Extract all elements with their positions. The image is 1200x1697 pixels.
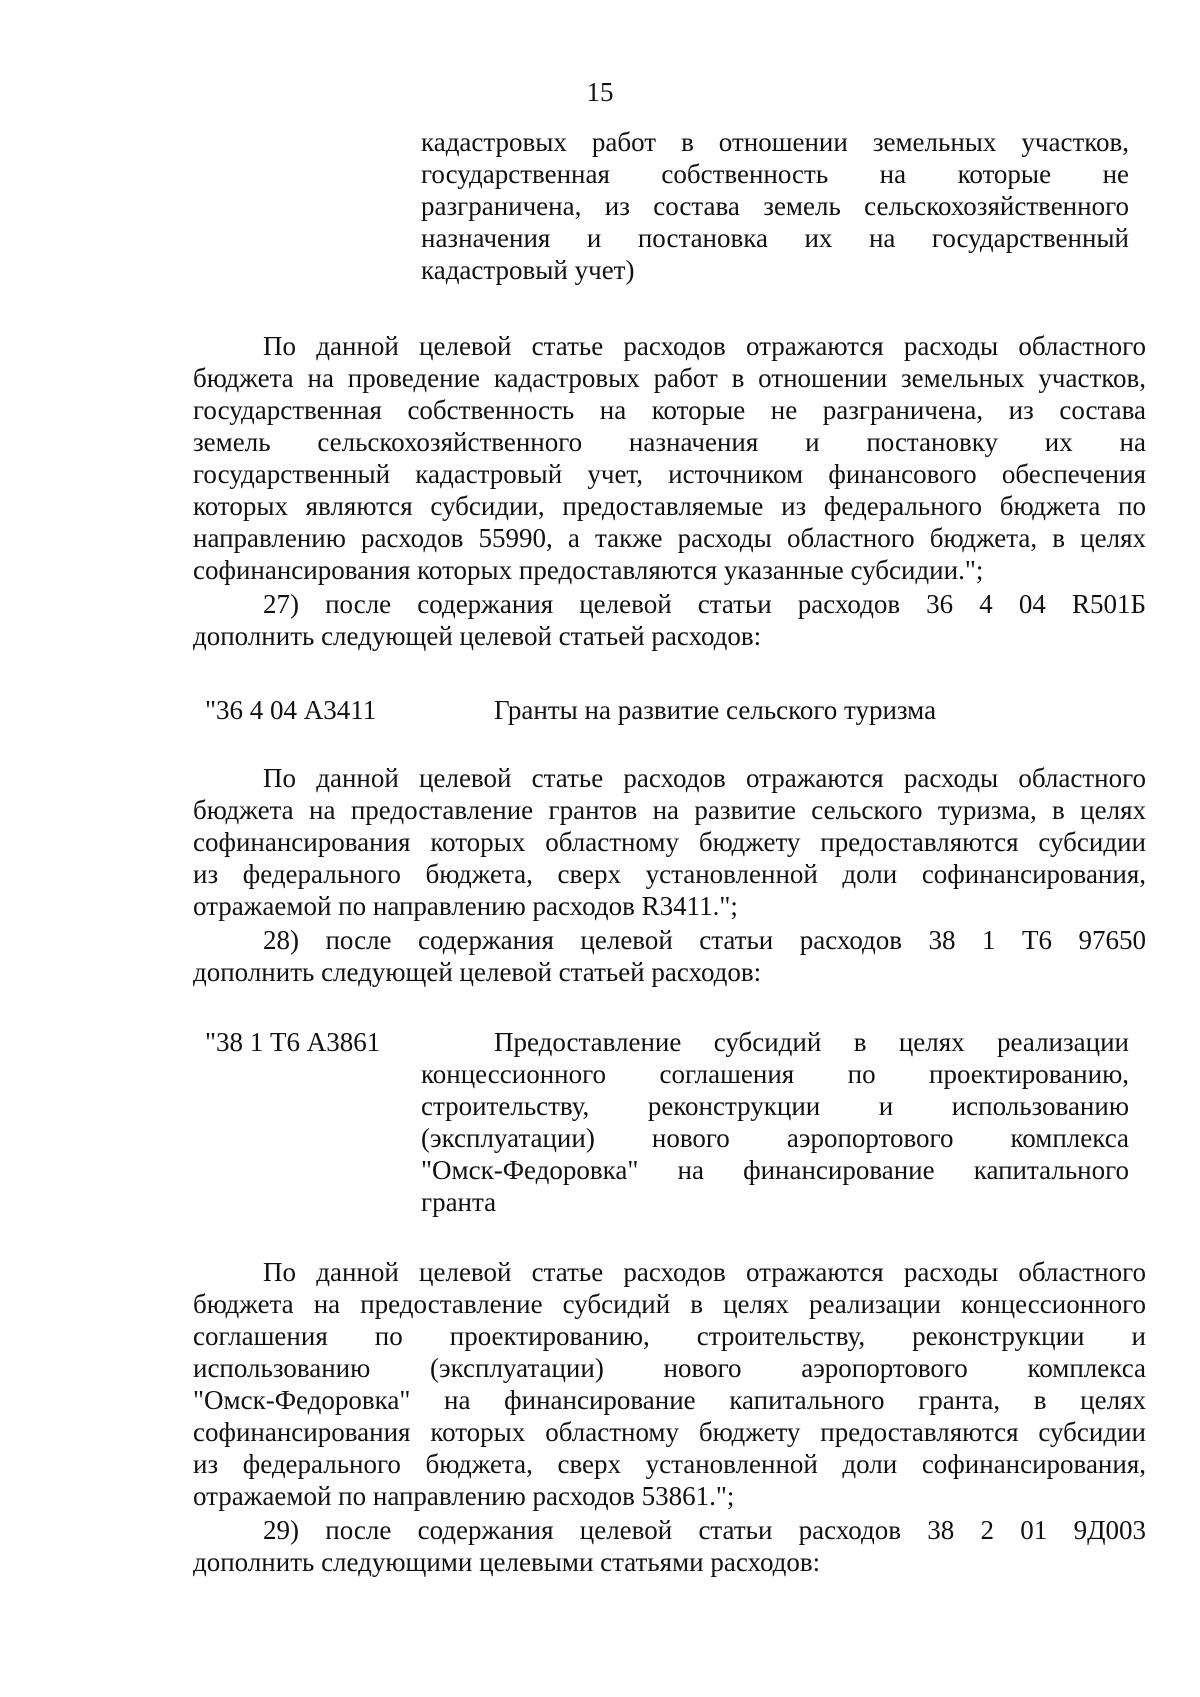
text-line: кадастровых работ в отношении земельных участков, <box>421 127 1129 157</box>
text-line: разграничена, из состава земель сельскохозяйственного <box>421 191 1129 221</box>
entry-title-line: Предоставление субсидий в целях реализации <box>494 1027 1129 1057</box>
text-line: 28) после содержания целевой статьи расходов 38 1 Т6 97650 <box>263 925 1146 955</box>
page-number: 15 <box>586 77 614 107</box>
entry-title-line: концессионного соглашения по проектированию, <box>421 1059 1129 1089</box>
text-line: которых являются субсидии, предоставляемые из федерального бюджета по <box>193 491 1146 521</box>
text-line: По данной целевой статье расходов отражаются расходы областного <box>263 1257 1146 1287</box>
text-line: По данной целевой статье расходов отражаются расходы областного <box>263 331 1146 361</box>
text-line: софинансирования которых областному бюджету предоставляются субсидии <box>193 1417 1146 1447</box>
text-line: из федерального бюджета, сверх установленной доли софинансирования, <box>193 859 1146 889</box>
text-line: государственная собственность на которые не разграничена, из состава <box>193 395 1146 425</box>
text-line: дополнить следующими целевыми статьями расходов: <box>193 1547 821 1577</box>
text-line: дополнить следующей целевой статьей расходов: <box>193 957 762 987</box>
text-line: софинансирования которых областному бюджету предоставляются субсидии <box>193 827 1146 857</box>
entry-title-line: гранта <box>421 1187 497 1217</box>
text-line: дополнить следующей целевой статьей расходов: <box>193 621 762 651</box>
entry-title-line: строительству, реконструкции и использованию <box>421 1091 1129 1121</box>
entry-code: "36 4 04 А3411 <box>205 695 377 725</box>
text-line: бюджета на проведение кадастровых работ в отношении земельных участков, <box>193 363 1146 393</box>
text-line: "Омск-Федоровка" на финансирование капитального гранта, в целях <box>193 1385 1146 1415</box>
text-line: софинансирования которых предоставляются указанные субсидии."; <box>193 555 984 585</box>
text-line: 27) после содержания целевой статьи расходов 36 4 04 R501Б <box>263 589 1146 619</box>
text-line: бюджета на предоставление грантов на развитие сельского туризма, в целях <box>193 795 1146 825</box>
text-line: отражаемой по направлению расходов R3411."; <box>193 891 738 921</box>
entry-title-line: (эксплуатации) нового аэропортового комплекса <box>421 1123 1129 1153</box>
entry-title: Гранты на развитие сельского туризма <box>494 695 937 725</box>
text-line: государственная собственность на которые не <box>421 159 1129 189</box>
text-line: использованию (эксплуатации) нового аэропортового комплекса <box>193 1353 1146 1383</box>
text-line: направлению расходов 55990, а также расходы областного бюджета, в целях <box>193 523 1146 553</box>
entry-title-line: "Омск-Федоровка" на финансирование капитального <box>421 1155 1129 1185</box>
text-line: земель сельскохозяйственного назначения и постановку их на <box>193 427 1146 457</box>
text-line: По данной целевой статье расходов отражаются расходы областного <box>263 763 1146 793</box>
text-line: отражаемой по направлению расходов 53861."; <box>193 1481 735 1511</box>
text-line: бюджета на предоставление субсидий в целях реализации концессионного <box>193 1289 1146 1319</box>
entry-code: "38 1 Т6 А3861 <box>205 1027 381 1057</box>
text-line: из федерального бюджета, сверх установленной доли софинансирования, <box>193 1449 1146 1479</box>
text-line: государственный кадастровый учет, источником финансового обеспечения <box>193 459 1146 489</box>
text-line: кадастровый учет) <box>421 255 635 285</box>
text-line: назначения и постановка их на государственный <box>421 223 1129 253</box>
text-line: 29) после содержания целевой статьи расходов 38 2 01 9Д003 <box>263 1515 1146 1545</box>
text-line: соглашения по проектированию, строительству, реконструкции и <box>193 1321 1146 1351</box>
